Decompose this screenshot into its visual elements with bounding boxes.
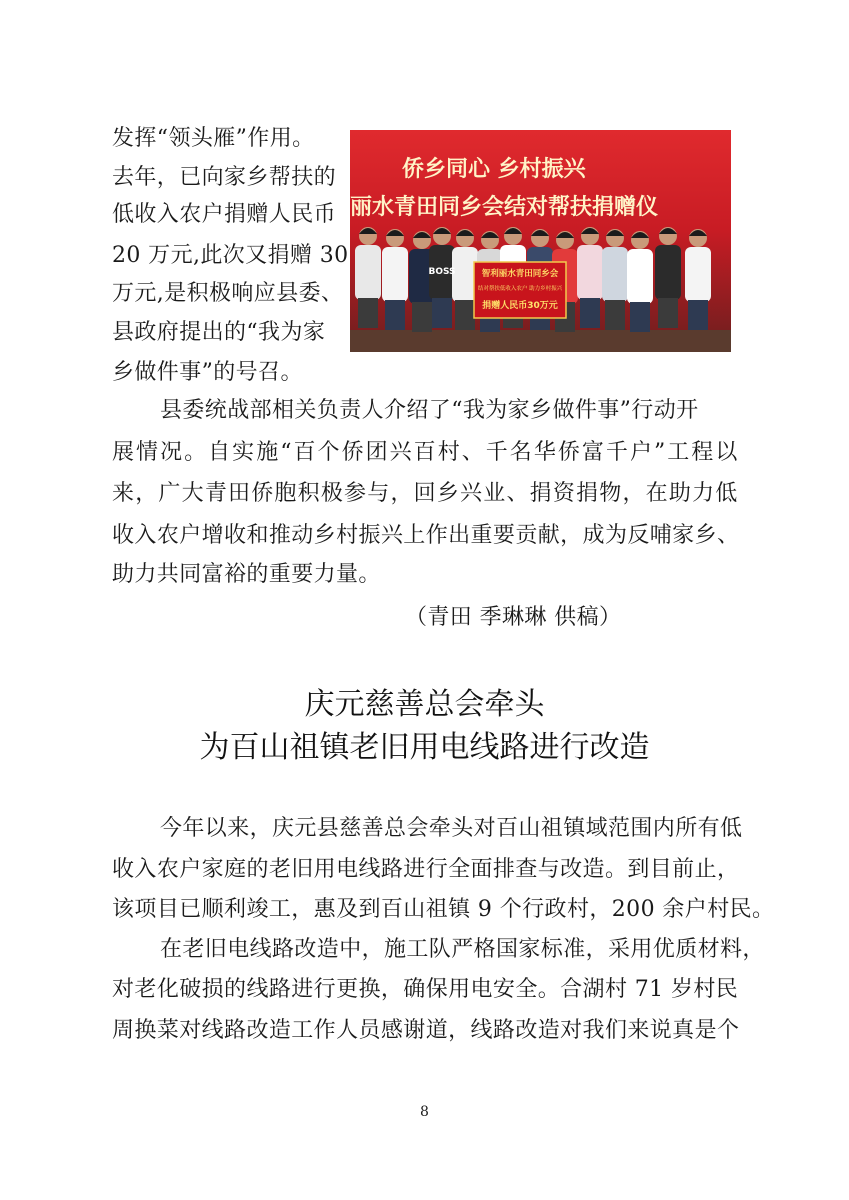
text-line: 对 老 化 破 损 的 线 路 进 行 更 换 ， 确 保 用 电 安 全 。 合 湖 村 7 1 岁 村 民 [112, 977, 739, 1002]
text-line: 助力共同富裕的重要力量。 [112, 562, 381, 587]
shirt-text: BOSS [428, 267, 456, 277]
author-credit: （青田 季琳琳 供稿） [405, 605, 622, 630]
person-body [602, 247, 628, 302]
person-body [627, 249, 653, 304]
person-legs [432, 298, 452, 328]
person-legs [580, 298, 600, 328]
text-line: 县委统战部相关负责人介绍了“我为家乡做件事”行动开 [160, 398, 699, 423]
text-line: 展 情 况 。 自 实 施 “ 百 个 侨 团 兴 百 村 、 千 名 华 侨 富 千 户 ” 工 程 以 [112, 440, 738, 465]
person-legs [385, 300, 405, 330]
board-line2: 结对帮扶低收入农户 助力乡村振兴 [477, 286, 563, 292]
text-line: 该 项 目 已 顺 利 竣 工 ， 惠 及 到 百 山 祖 镇 9 个 行 政 村 ， 2 0 0 余 户 村 民 。 [112, 897, 775, 922]
banner-line1: 侨乡同心 乡村振兴 [402, 157, 586, 182]
person-legs [455, 300, 475, 330]
article-title-line2: 为百山祖镇老旧用电线路进行改造 [199, 730, 650, 765]
person-body [577, 245, 603, 300]
person-legs [412, 302, 432, 332]
page-number: 8 [420, 1104, 429, 1120]
text-line: 来 ， 广 大 青 田 侨 胞 积 极 参 与 ， 回 乡 兴 业 、 捐 资 捐 物 ， 在 助 力 低 [112, 481, 738, 506]
person-legs [358, 298, 378, 328]
person-legs [688, 300, 708, 330]
donation-ceremony-photo [350, 130, 731, 352]
text-line: 发挥“领头雁”作用。 [112, 126, 315, 151]
text-line: 20 万元,此次又捐赠 30 [112, 243, 349, 268]
person-body [355, 245, 381, 300]
banner-line2: 丽水青田同乡会结对帮扶捐赠仪 [350, 195, 659, 220]
text-line: 县政府提出的“我为家 [112, 320, 326, 345]
text-line: 今年以来，庆元县慈善总会牵头对百山祖镇域范围内所有低 [160, 816, 743, 841]
text-line: 周 换 菜 对 线 路 改 造 工 作 人 员 感 谢 道 ， 线 路 改 造 对 我 们 来 说 真 是 个 [112, 1018, 740, 1043]
board-line1: 智利丽水青田同乡会 [481, 269, 559, 279]
person-legs [658, 298, 678, 328]
article-title-line1: 庆元慈善总会牵头 [304, 687, 545, 722]
person-body [685, 247, 711, 302]
text-line: 乡做件事”的号召。 [112, 360, 303, 385]
text-line: 收 入 农 户 家 庭 的 老 旧 用 电 线 路 进 行 全 面 排 查 与 改 造 。 到 目 前 止 ， [112, 857, 740, 882]
person-legs [630, 302, 650, 332]
person-body [655, 245, 681, 300]
text-line: 收 入 农 户 增 收 和 推 动 乡 村 振 兴 上 作 出 重 要 贡 献 ， 成 为 反 哺 家 乡 、 [112, 523, 740, 548]
board-line3: 捐赠人民币30万元 [482, 301, 558, 311]
person-body [382, 247, 408, 302]
text-line: 去年，已向家乡帮扶的 [112, 165, 337, 190]
person-legs [605, 300, 625, 330]
text-line: 万元,是积极响应县委、 [112, 281, 344, 306]
text-line: 低收入农户捐赠人民币 [112, 202, 337, 227]
text-line: 在老旧电线路改造中，施工队严格国家标准，采用优质材料， [160, 937, 765, 962]
